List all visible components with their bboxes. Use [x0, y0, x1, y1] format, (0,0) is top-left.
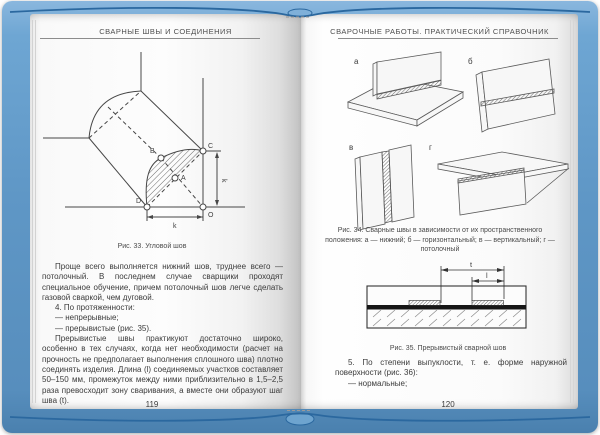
page-number-right: 120	[441, 400, 455, 409]
figure-33-drawing	[40, 50, 260, 250]
paragraph: — непрерывные;	[55, 313, 119, 323]
fig34-label-v: в	[349, 143, 354, 152]
fig34-label-b: б	[468, 57, 473, 66]
figure-34-drawing	[330, 50, 580, 230]
fig33-label-c: C	[208, 143, 214, 150]
left-page-text	[42, 262, 283, 406]
fig35-label-t: t	[470, 260, 473, 269]
figure-34-caption: Рис. 34. Сварные швы в зависимости от их пространственного положения: а — нижний; б — горизонтальный; в — вертикальный; г — потолочный	[325, 227, 555, 253]
fig35-label-l: l	[486, 271, 488, 280]
fig33-label-b: B	[150, 148, 155, 155]
figure-35-caption: Рис. 35. Прерывистый сварной шов	[389, 345, 507, 352]
running-head-right: СВАРОЧНЫЕ РАБОТЫ. ПРАКТИЧЕСКИЙ СПРАВОЧНИК	[330, 27, 549, 36]
page-number-left: 119	[145, 400, 159, 409]
fig33-label-k-horizontal: k	[173, 223, 177, 230]
page-left	[30, 14, 301, 409]
paragraph: 4. По протяженности:	[55, 303, 135, 313]
fig34-label-g: г	[429, 143, 432, 152]
figure-33-corner-seam	[40, 50, 260, 250]
head-rule-right	[338, 38, 558, 39]
paragraph: 5. По степени выпуклости, т. е. форме наружной поверхности (рис. 36):	[335, 358, 567, 378]
paragraph: Прерывистые швы практикуют достаточно широко, особенно в тех случаях, когда нет необходимости (расчет на прочность не предполагает выполнения сплошного шва) плотно соединять изделия. Длина (l) соединяемых участков составляет 50–150 мм, промежуток между ними приблизительно в 1,5–2,5 раза превосходит зону сваривания, а вместе они образуют шаг шва (t).	[42, 334, 283, 405]
figure-35-drawing	[330, 255, 580, 343]
fig34-label-a: а	[354, 57, 359, 66]
page-right	[301, 14, 578, 409]
figure-35-intermittent-seam	[330, 255, 580, 343]
running-head-left: СВАРНЫЕ ШВЫ И СОЕДИНЕНИЯ	[99, 27, 232, 36]
figure-33-caption: Рис. 33. Угловой шов	[117, 243, 187, 250]
page-stack-edge-left	[32, 20, 38, 403]
paragraph: — нормальные;	[348, 378, 408, 388]
head-rule-left	[40, 38, 260, 39]
right-page-text	[335, 358, 567, 389]
paragraph: — прерывистые (рис. 35).	[55, 323, 152, 333]
fig33-label-a: A	[181, 175, 186, 182]
fig33-label-k-vertical: k	[220, 179, 227, 183]
fig33-label-o: O	[208, 212, 214, 219]
figure-34-weld-positions	[330, 50, 580, 230]
paragraph: Проще всего выполняется нижний шов, труднее всего — потолочный. В последнем случае сварщики проходят специальное обучение, причем потолочный шов легче сделать газовой сваркой, чем дуговой.	[42, 262, 283, 302]
fig33-label-d: D	[136, 198, 142, 205]
